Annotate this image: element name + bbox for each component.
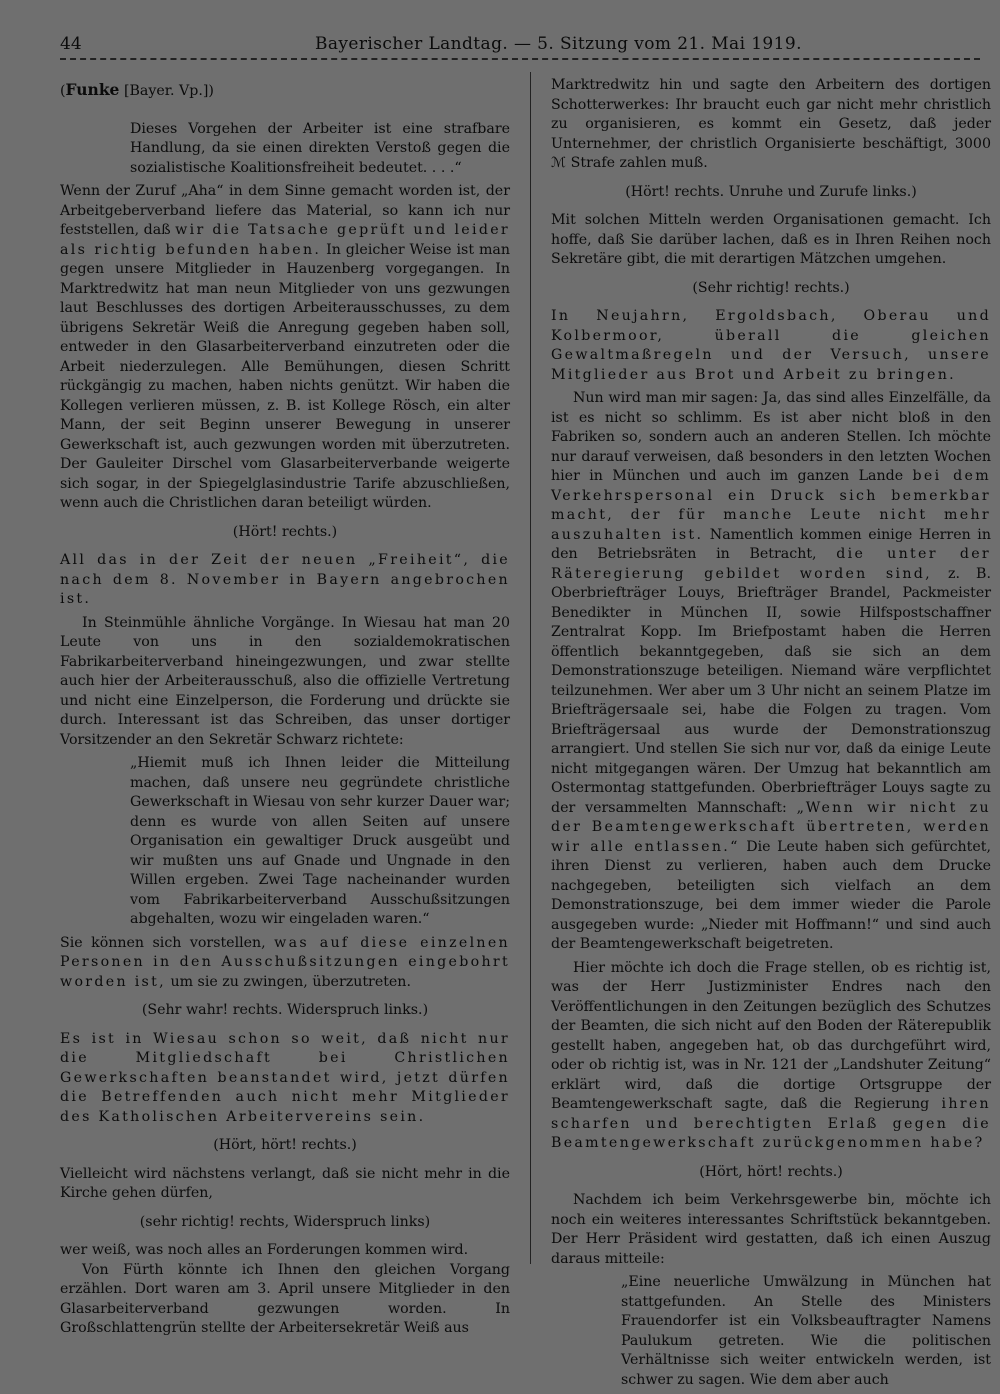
page-header — [60, 34, 980, 58]
speaker-line: (Funke [Bayer. Vp.]) — [60, 80, 214, 99]
emphasis-text: „Wenn wir nicht zu der Beamtengewerkschaft übertreten, werden wir alle entlassen.“ — [551, 799, 991, 855]
emphasis-paragraph: Es ist in Wiesau schon so weit, daß nicht nur die Mitgliedschaft bei Christlichen Gewerkschaften beanstandet wird, jetzt dürfen die Betreffenden auch nicht mehr Mitglieder des Katholischen Arbeitervereins sein. — [60, 1030, 510, 1125]
body-paragraph: Hier möchte ich doch die Frage stellen, ob es richtig ist, was der Herr Justizminister Endres nach den Veröffentlichungen in den Zeitungen bezüglich des Schutzes der Beamten, die sich nicht auf den Boden der Räterepublik gestellt haben, angegeben hat, ob das durchgeführt wird, oder ob richtig ist, was in Nr. 121 der „Landshuter Zeitung“ erklärt wird, daß die dortige Ortsgruppe der Beamtengewerkschaft sagte, daß die Regierung ihren scharfen und berechtigten Erlaß gegen die Beamtengewerkschaft zurückgenommen habe? — [551, 959, 991, 1151]
running-title: Bayerischer Landtag. — 5. Sitzung vom 21. Mai 1919. — [315, 34, 802, 54]
interjection: (Sehr richtig! rechts.) — [692, 279, 850, 296]
body-paragraph: Vielleicht wird nächstens verlangt, daß sie nicht mehr in die Kirche gehen dürfen, — [60, 1165, 510, 1201]
interjection: (Hört! rechts.) — [232, 523, 338, 540]
interjection: (sehr richtig! rechts, Widerspruch links) — [139, 1213, 431, 1230]
body-paragraph: Wenn der Zuruf „Aha“ in dem Sinne gemacht worden ist, der Arbeitgeberverband liefere das Material, so kann ich nur feststellen, daß wir die Tatsache geprüft und leider als richtig befunden haben. In gleicher Weise ist man gegen unsere Mitglieder in Hauzenberg vorgegangen. In Marktredwitz hat man neun Mitglieder von uns gezwungen laut Beschlusses des dortigen Arbeiterausschusses, zu dem übrigens Sekretär Weiß die Anregung gegeben haben soll, entweder in den Glasarbeiterverband einzutreten oder die Arbeit niederzulegen. Alle Bemühungen, diesen Schritt rückgängig zu machen, haben nichts genützt. Wir haben die Kollegen verlieren müssen, z. B. ist Kollege Rösch, ein alter Mann, der seit Beginn unserer Bewegung in unserer Gewerkschaft ist, auch gezwungen worden mit überzutreten. Der Gauleiter Dirschel vom Glasarbeiterverbande weigerte sich sogar, in der Spiegelglasindustrie Tarife abzuschließen, wenn auch die Christlichen daran beteiligt würden. — [60, 183, 510, 511]
body-paragraph: Nun wird man mir sagen: Ja, das sind alles Einzelfälle, da ist es nicht so schlimm. Es ist aber nicht bloß in den Fabriken so, sondern auch an anderen Stellen. Ich möchte nur darauf verweisen, daß besonders in den letzten Wochen hier in München und auch im ganzen Lande bei dem Verkehrspersonal ein Druck sich bemerkbar macht, der für manche Leute nicht mehr auszuhalten ist. Namentlich kommen einige Herren in den Betriebsräten in Betracht, die unter der Räteregierung gebildet worden sind, z. B. Oberbriefträger Louys, Briefträger Brandel, Packmeister Benedikter in München II, sowie Hilfspostschaffner Zentralrat Kopp. Im Briefpostamt haben die Herren öffentlich bekanntgegeben, daß sie sich an dem Demonstrationszuge beteiligen. Niemand wäre verpflichtet teilzunehmen. Wer aber um 3 Uhr nicht an seinem Platze im Briefträgersaale sei, habe die Folgen zu tragen. Vom Briefträgersaal aus wurde der Demonstrationszug arrangiert. Und stellen Sie sich nur vor, daß da einige Leute nicht mitgegangen wären. Der Umzug hat bekanntlich am Ostermontag stattgefunden. Oberbriefträger Louys sagte zu der versammelten Mannschaft: „Wenn wir nicht zu der Beamtengewerkschaft übertreten, werden wir alle entlassen.“ Die Leute haben sich gefürchtet, ihren Dienst zu verlieren, haben auch dem Drucke nachgegeben, beteiligten sich vielfach an dem Demonstrationszuge, bei dem immer wieder die Parole ausgegeben wurde: „Nieder mit Hoffmann!“ und sind auch der Beamtengewerkschaft beigetreten. — [551, 390, 991, 952]
left-column — [60, 76, 510, 1343]
interjection: (Hört! rechts. Unruhe und Zurufe links.) — [625, 183, 917, 200]
body-paragraph: In Steinmühle ähnliche Vorgänge. In Wiesau hat man 20 Leute von uns in den sozialdemokratischen Fabrikarbeiterverband hineingezwungen, und zwar stellte auch hier der Arbeiterausschuß, also die offizielle Vertretung und nicht eine Einzelperson, die Forderung und drückte sie durch. Interessant ist das Schreiben, das unser dortiger Vorsitzender an den Sekretär Schwarz richtete: — [60, 614, 510, 748]
emphasis-text: die unter der Räteregierung gebildet worden sind, — [551, 546, 991, 582]
page-number: 44 — [60, 34, 82, 54]
emphasis-text: ihren scharfen und berechtigten Erlaß gegen die Beamtengewerkschaft zurückgenommen habe? — [551, 1096, 991, 1151]
quote-paragraph: „Eine neuerliche Umwälzung in München hat stattgefunden. An Stelle des Ministers Frauendorfer ist ein Volksbeauftragter Namens Paulukum getreten. Wie die politischen Verhältnisse sich weiter entwickeln werden, ist schwer zu sagen. Wie dem aber auch — [621, 1274, 991, 1388]
emphasis-text: wir die Tatsache geprüft und leider als richtig befunden haben. — [60, 222, 510, 258]
quote-paragraph: „Hiemit muß ich Ihnen leider die Mitteilung machen, daß unsere neu gegründete christliche Gewerkschaft in Wiesau von sehr kurzer Dauer war; denn es wurde von allen Seiten auf unsere Organisation ein gewaltiger Druck ausgeübt und wir mußten uns auf Gnade und Ungnade in den Willen ergeben. Zwei Tage nacheinander wurden vom Fabrikarbeiterverband Ausschußsitzungen abgehalten, wozu wir eingeladen waren.“ — [130, 755, 510, 927]
body-paragraph: Mit solchen Mitteln werden Organisationen gemacht. Ich hoffe, daß Sie darüber lachen, daß es in Ihren Reihen noch Sekretäre gibt, die mit derartigen Mätzchen umgehen. — [551, 212, 991, 267]
body-paragraph: Von Fürth könnte ich Ihnen den gleichen Vorgang erzählen. Dort waren am 3. April unsere Mitglieder in den Glasarbeiterverband gezwungen worden. In Großschlattengrün stellte der Arbeitersekretär Weiß aus — [60, 1261, 510, 1336]
emphasis-text: bei dem Verkehrspersonal ein Druck sich bemerkbar macht, der für manche Leute nicht mehr auszuhalten ist. — [551, 468, 991, 543]
interjection: (Hört, hört! rechts.) — [699, 1163, 843, 1180]
body-paragraph: Sie können sich vorstellen, was auf diese einzelnen Personen in den Ausschußsitzungen eingebohrt worden ist, um sie zu zwingen, überzutreten. — [60, 934, 510, 990]
interjection: (Sehr wahr! rechts. Widerspruch links.) — [141, 1002, 429, 1018]
body-paragraph: wer weiß, was noch alles an Forderungen kommen wird. — [60, 1242, 469, 1258]
emphasis-paragraph: In Neujahrn, Ergoldsbach, Oberau und Kolbermoor, überall die gleichen Gewaltmaßregeln und der Versuch, unsere Mitglieder aus Brot und Arbeit zu bringen. — [551, 308, 991, 383]
emphasis-paragraph: All das in der Zeit der neuen „Freiheit“, die nach dem 8. November in Bayern angebrochen ist. — [60, 552, 510, 607]
interjection: (Hört, hört! rechts.) — [213, 1137, 357, 1153]
header-rule — [60, 58, 980, 60]
speaker-party: [Bayer. Vp.]) — [123, 83, 214, 99]
body-paragraph: Marktredwitz hin und sagte den Arbeitern des dortigen Schotterwerkes: Ihr braucht euch gar nicht mehr christlich zu organisieren, es kommt ein Gesetz, daß jeder Unternehmer, der christlich Organisierte beschäftigt, 3000 ℳ Strafe zahlen muß. — [551, 77, 991, 171]
speaker-name: Funke — [65, 80, 120, 99]
column-divider — [530, 72, 531, 1264]
quote-paragraph: Dieses Vorgehen der Arbeiter ist eine strafbare Handlung, da sie einen direkten Verstoß gegen die sozialistische Koalitionsfreiheit bedeutet. . . .“ — [130, 120, 510, 176]
body-paragraph: Nachdem ich beim Verkehrsgewerbe bin, möchte ich noch ein weiteres interessantes Schriftstück bekanntgeben. Der Herr Präsident wird gestatten, daß ich einen Auszug daraus mitteile: — [551, 1192, 991, 1267]
right-column — [551, 76, 991, 1394]
emphasis-text: was auf diese einzelnen Personen in den Ausschußsitzungen eingebohrt worden ist, — [60, 934, 510, 990]
